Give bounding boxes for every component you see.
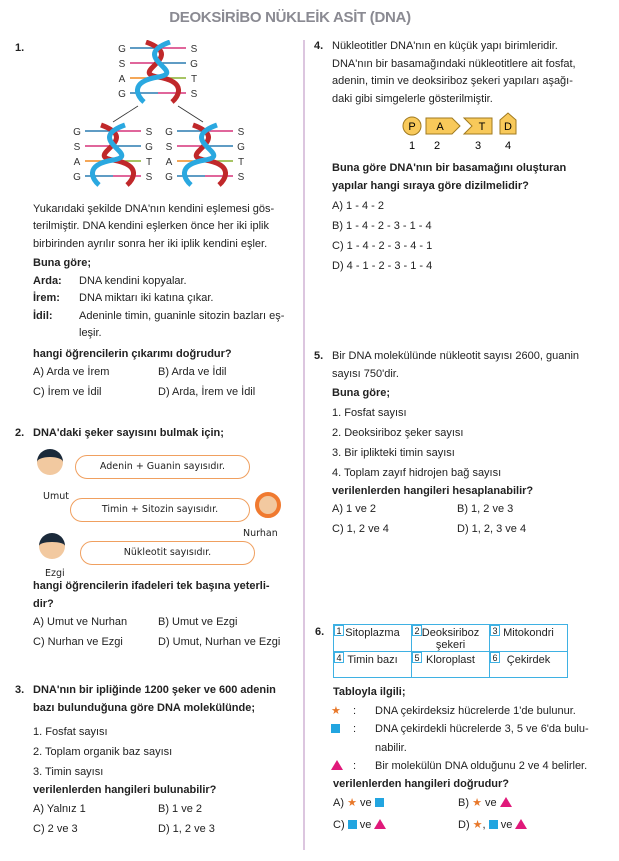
- option-d[interactable]: D) 1, 2, 3 ve 4: [457, 523, 527, 535]
- question-title: bazı bulunduğuna göre DNA molekülünde;: [33, 701, 256, 714]
- symbol-number: 3: [474, 140, 482, 152]
- question-number: 1.: [15, 42, 25, 54]
- question-title: DNA'daki şeker sayısını bulmak için;: [33, 427, 224, 439]
- student-name: İrem:: [33, 292, 60, 304]
- speaker-name: Nurhan: [243, 528, 278, 539]
- speaker-name: Ezgi: [45, 568, 65, 579]
- option-b[interactable]: B) 1 ve 2: [158, 802, 203, 815]
- list-item: 4. Toplam zayıf hidrojen bağ sayısı: [332, 466, 502, 479]
- list-item: 1. Fosfat sayısı: [33, 726, 108, 738]
- student-claim: DNA kendini kopyalar.: [79, 274, 187, 287]
- question-text: verilenlerden hangileri hesaplanabilir?: [332, 484, 534, 497]
- option-c[interactable]: C) 1 - 4 - 2 - 3 - 4 - 1: [332, 240, 433, 252]
- svg-text:A: A: [118, 74, 126, 85]
- text-line: daki gibi simgelerle gösterilmiştir.: [332, 92, 493, 105]
- svg-text:G: G: [118, 44, 126, 55]
- svg-text:S: S: [190, 44, 198, 55]
- organelle-table: [333, 624, 568, 678]
- option-d[interactable]: D) Arda, İrem ve İdil: [158, 386, 256, 398]
- svg-text:A: A: [436, 121, 444, 133]
- list-item: 1. Fosfat sayısı: [332, 406, 407, 419]
- star-icon: ★: [331, 704, 341, 717]
- table-cell: 4 Timin bazı: [334, 652, 412, 678]
- option-c[interactable]: C) İrem ve İdil: [33, 386, 102, 398]
- column-divider: [303, 40, 305, 850]
- svg-text:G: G: [165, 172, 173, 183]
- nucleotide-symbols: [332, 112, 594, 160]
- text-line: DNA'nın bir basamağındaki nükleotitlere ait fosfat,: [332, 57, 576, 70]
- thymine-symbol: [464, 118, 492, 134]
- svg-text:P: P: [408, 121, 416, 133]
- arrow-right: [178, 106, 203, 122]
- svg-text:G: G: [190, 59, 198, 70]
- option-d[interactable]: D) 4 - 1 - 2 - 3 - 1 - 4: [332, 260, 433, 272]
- daughter-dna-right: [165, 125, 245, 185]
- umut-avatar: [37, 449, 63, 475]
- symbol-number: 1: [408, 140, 416, 152]
- table-cell: 3 Mitokondri: [490, 625, 568, 652]
- text-line: Nükleotitler DNA'nın en küçük yapı birimleridir.: [332, 40, 558, 52]
- option-b[interactable]: B) Umut ve Ezgi: [158, 616, 238, 628]
- text-line: Yukarıdaki şekilde DNA'nın kendini eşlemesi gös-: [33, 202, 275, 215]
- q1-text: [33, 201, 298, 402]
- phosphate-symbol: [403, 117, 421, 135]
- question-text: hangi öğrencilerin ifadeleri tek başına yeterli-: [33, 580, 270, 592]
- svg-text:G: G: [237, 142, 245, 153]
- question-text: dir?: [33, 597, 54, 610]
- statement: Bir molekülün DNA olduğunu 2 ve 4 belirler.: [375, 760, 588, 772]
- page-title: DEOKSİRİBO NÜKLEİK ASİT (DNA): [169, 9, 411, 26]
- question-text: yapılar hangi sıraya göre dizilmelidir?: [332, 179, 529, 192]
- symbol-number: 4: [504, 140, 512, 152]
- option-d[interactable]: D) 1, 2 ve 3: [158, 822, 215, 835]
- option-d[interactable]: D) Umut, Nurhan ve Ezgi: [158, 636, 281, 648]
- question-text: verilenlerden hangileri doğrudur?: [333, 777, 510, 790]
- text-line: birbirinden ayrılır sonra her iki iplik kendini eşler.: [33, 237, 268, 250]
- list-item: 2. Toplam organik baz sayısı: [33, 746, 173, 758]
- svg-text:G: G: [145, 142, 153, 153]
- option-b[interactable]: B) Arda ve İdil: [158, 366, 227, 378]
- table-cell: 1 Sitoplazma: [334, 625, 412, 652]
- dna-replication-diagram: [33, 40, 298, 190]
- question-5: [314, 348, 597, 538]
- parent-dna: [118, 42, 198, 102]
- speech-bubble: Adenin + Guanin sayısıdır.: [75, 455, 250, 479]
- student-claim: leşir.: [79, 327, 102, 339]
- speaker-name: Umut: [43, 491, 69, 502]
- question-6: 6. 1 Sitoplazma 2 Deoksiriboz şekeri 3 Mitokondri 4 Timin bazı 5 Kloroplast 6 Çekirdek Tabloyla ilgili; ★ : DNA çekirdeksiz hücrelerde 1'de bulunur. : DNA çekirdekli hücrelerde 3, 5 ve 6'da bulu- nabilir. : Bir molekülün DNA olduğunu 2 ve 4 belirler. verilenlerden hangileri doğrudur? A) ★ ve B) ★ ve C) ve D) ★, ve: [333, 624, 603, 835]
- option-b[interactable]: B) 1, 2 ve 3: [457, 503, 514, 515]
- svg-text:T: T: [237, 157, 245, 168]
- svg-text:S: S: [237, 127, 245, 138]
- student-claim: DNA miktarı iki katına çıkar.: [79, 292, 214, 304]
- option-a[interactable]: A) Yalnız 1: [33, 802, 86, 815]
- option-b[interactable]: B) ★ ve: [458, 793, 588, 813]
- question-text: hangi öğrencilerin çıkarımı doğrudur?: [33, 347, 232, 360]
- question-number: 6.: [315, 626, 325, 638]
- option-c[interactable]: C) 1, 2 ve 4: [332, 523, 389, 535]
- daughter-dna-left: [73, 125, 153, 185]
- question-1: [15, 40, 298, 401]
- svg-text:G: G: [165, 127, 173, 138]
- question-number: 3.: [15, 684, 25, 696]
- speech-bubble: Timin + Sitozin sayısıdır.: [70, 498, 250, 522]
- svg-text:S: S: [145, 127, 153, 138]
- lead: Buna göre;: [332, 387, 391, 399]
- svg-text:S: S: [190, 89, 198, 100]
- svg-text:A: A: [73, 157, 81, 168]
- question-2: [15, 425, 298, 655]
- svg-text:T: T: [478, 121, 486, 133]
- svg-text:S: S: [145, 172, 153, 183]
- svg-text:S: S: [118, 59, 126, 70]
- text-line: sayısı 750'dir.: [332, 367, 399, 380]
- text-line: adenin, timin ve deoksiriboz şekeri yapıları aşağı-: [332, 75, 573, 87]
- svg-text:S: S: [165, 142, 173, 153]
- svg-text:T: T: [190, 74, 198, 85]
- question-title: DNA'nın bir ipliğinde 1200 şeker ve 600 adenin: [33, 684, 276, 696]
- option-c[interactable]: C) ve: [333, 815, 458, 835]
- ezgi-avatar: [39, 533, 65, 559]
- option-c[interactable]: C) Nurhan ve Ezgi: [33, 636, 123, 648]
- option-a[interactable]: A) Umut ve Nurhan: [33, 616, 128, 628]
- triangle-icon: [331, 757, 353, 776]
- svg-text:D: D: [504, 121, 512, 133]
- svg-text:T: T: [145, 157, 153, 168]
- table-cell: 6 Çekirdek: [490, 652, 568, 678]
- arrow-left: [113, 106, 138, 122]
- table-cell: 2 Deoksiriboz şekeri: [412, 625, 490, 652]
- option-b[interactable]: B) 1 - 4 - 2 - 3 - 1 - 4: [332, 220, 432, 232]
- question-number: 2.: [15, 427, 25, 439]
- lead: Tabloyla ilgili;: [333, 686, 406, 698]
- option-a[interactable]: A) ★ ve: [333, 793, 458, 813]
- statement: DNA çekirdeksiz hücrelerde 1'de bulunur.: [375, 704, 576, 717]
- option-a[interactable]: A) Arda ve İrem: [33, 366, 110, 378]
- student-name: Arda:: [33, 274, 62, 287]
- question-3: [15, 682, 298, 838]
- svg-text:G: G: [118, 89, 126, 100]
- option-c[interactable]: C) 2 ve 3: [33, 822, 78, 835]
- question-number: 5.: [314, 350, 324, 362]
- option-d[interactable]: D) ★, ve: [458, 815, 588, 835]
- question-text: Buna göre DNA'nın bir basamağını oluşturan: [332, 162, 567, 174]
- list-item: 2. Deoksiriboz şeker sayısı: [332, 426, 464, 439]
- square-icon: [331, 720, 353, 739]
- symbol-number: 2: [433, 140, 441, 152]
- student-name: İdil:: [33, 309, 53, 322]
- svg-text:S: S: [73, 142, 81, 153]
- list-item: 3. Bir iplikteki timin sayısı: [332, 446, 455, 459]
- nurhan-avatar: [255, 492, 281, 518]
- table-cell: 5 Kloroplast: [412, 652, 490, 678]
- question-4: [314, 38, 594, 276]
- student-claim: Adeninle timin, guaninle sitozin bazları eş-: [79, 309, 285, 322]
- svg-text:G: G: [73, 127, 81, 138]
- text-line: Bir DNA molekülünde nükleotit sayısı 2600, guanin: [332, 350, 580, 362]
- list-item: 3. Timin sayısı: [33, 766, 104, 778]
- svg-text:G: G: [73, 172, 81, 183]
- svg-text:S: S: [237, 172, 245, 183]
- option-a[interactable]: A) 1 ve 2: [332, 503, 377, 515]
- speech-bubble: Nükleotit sayısıdır.: [80, 541, 255, 565]
- text-line: terilmiştir. DNA kendini eşlerken önce her iki iplik: [33, 220, 269, 232]
- adenine-symbol: [426, 118, 460, 134]
- question-number: 4.: [314, 40, 324, 52]
- option-a[interactable]: A) 1 - 4 - 2: [332, 200, 384, 212]
- statement: nabilir.: [375, 741, 407, 754]
- deoxyribose-symbol: [500, 113, 516, 134]
- statement: DNA çekirdekli hücrelerde 3, 5 ve 6'da bulu-: [375, 723, 589, 735]
- lead: Buna göre;: [33, 257, 92, 269]
- svg-text:A: A: [165, 157, 173, 168]
- question-text: verilenlerden hangileri bulunabilir?: [33, 784, 217, 796]
